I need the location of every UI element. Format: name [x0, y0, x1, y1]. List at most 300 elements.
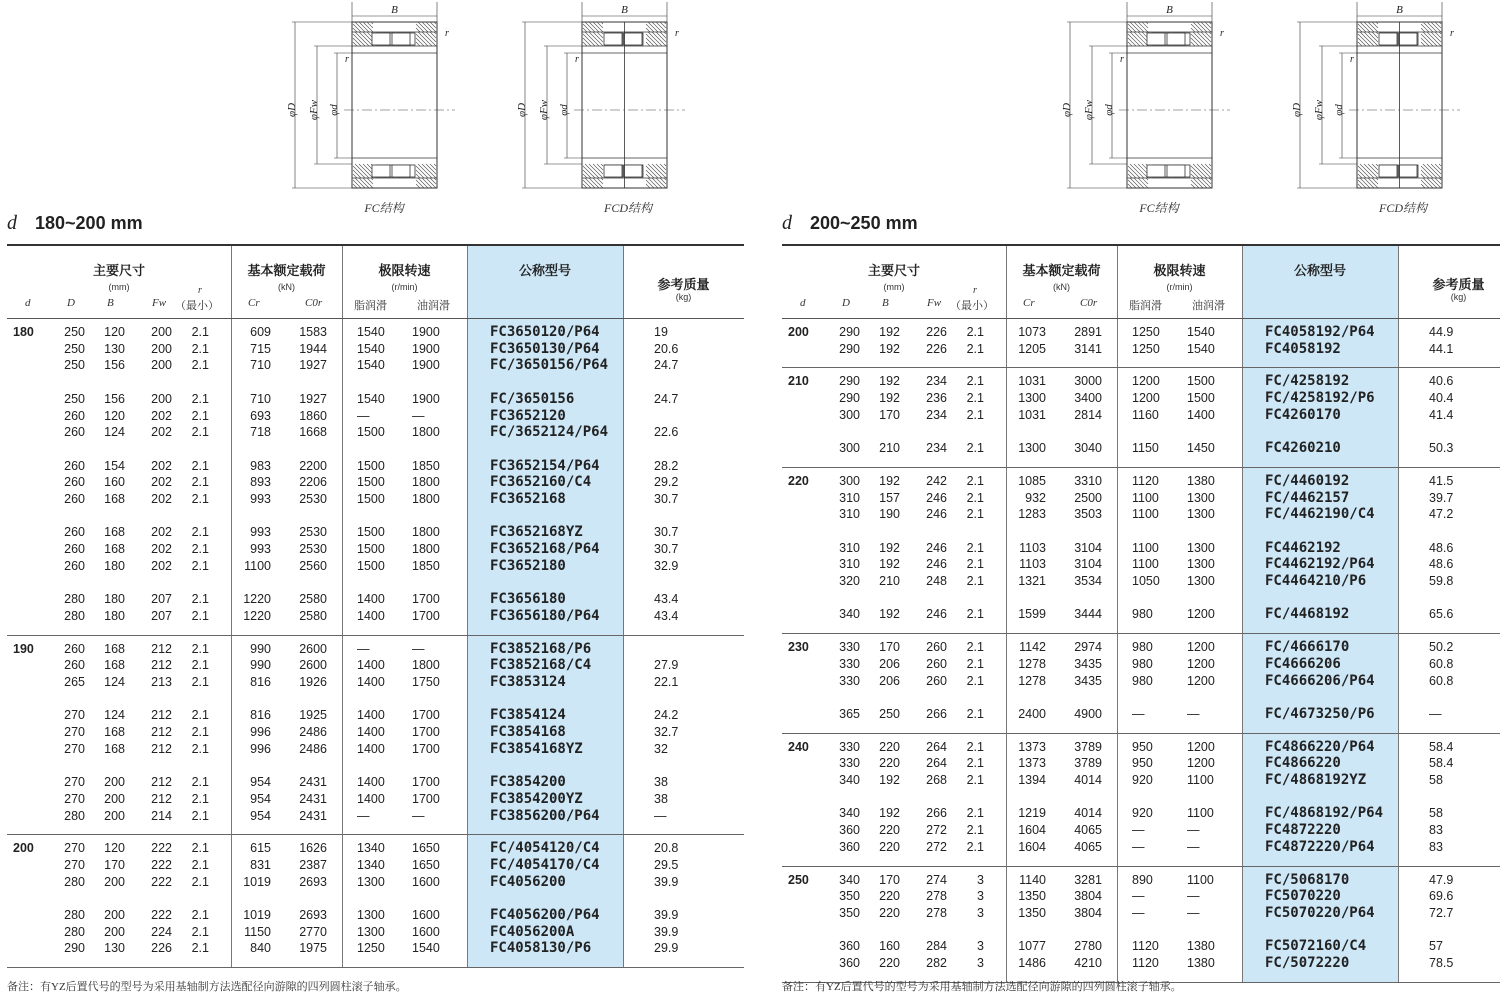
model-cell: FC4056200A: [490, 923, 575, 940]
model-cell: FC/4468192: [1265, 606, 1350, 623]
cr-cell: 1085: [1018, 473, 1046, 488]
c0r-cell: 2486: [299, 725, 327, 740]
table-row: [7, 841, 744, 858]
c0r-cell: 3444: [1074, 607, 1102, 622]
header-kn: (kN): [278, 282, 295, 292]
r-min-cell: 2.1: [966, 407, 984, 422]
dim-r-label: r: [445, 28, 449, 39]
table-row: [7, 858, 744, 875]
grease-speed-cell: 1300: [357, 924, 385, 939]
table-row: [7, 325, 744, 342]
fw-cell: 222: [151, 874, 172, 889]
model-cell: FC/3652124/P64: [490, 424, 609, 441]
outer-diameter-cell: 350: [839, 905, 860, 920]
oil-speed-cell: 1300: [1187, 574, 1215, 589]
mass-cell: 19: [654, 325, 668, 339]
grease-speed-cell: 1400: [357, 708, 385, 723]
r-min-cell: 2.1: [966, 574, 984, 589]
c0r-cell: 3503: [1074, 507, 1102, 522]
fc-bearing-drawing: [1052, 0, 1242, 200]
oil-speed-cell: 1600: [412, 874, 440, 889]
oil-speed-cell: 1380: [1187, 956, 1215, 971]
fw-cell: 202: [151, 458, 172, 473]
width-cell: 180: [104, 592, 125, 607]
r-min-cell: 2.1: [191, 408, 209, 423]
width-cell: 120: [104, 325, 125, 339]
table-row: [782, 889, 1500, 906]
outer-diameter-cell: 310: [839, 490, 860, 505]
table-row: [782, 491, 1500, 508]
width-cell: 192: [879, 341, 900, 356]
header-mass: 参考质量: [1432, 277, 1485, 292]
fw-cell: 266: [926, 706, 947, 721]
footnote: 备注：有YZ后置代号的型号为采用基轴制方法选配径向游隙的四列圆柱滚子轴承。: [782, 981, 1182, 993]
bore-diameter-cell: 210: [788, 374, 809, 389]
cr-cell: 1604: [1018, 839, 1046, 854]
dim-r-label: r: [1220, 28, 1224, 39]
width-cell: 220: [879, 823, 900, 838]
width-cell: 200: [104, 908, 125, 923]
cr-cell: 1300: [1018, 391, 1046, 406]
table-row: [782, 657, 1500, 674]
r-min-cell: 2.1: [966, 640, 984, 655]
outer-diameter-cell: 260: [64, 542, 85, 557]
grease-speed-cell: 1250: [357, 941, 385, 956]
width-cell: 210: [879, 441, 900, 456]
r-min-cell: 2.1: [966, 607, 984, 622]
outer-diameter-cell: 360: [839, 956, 860, 971]
bearing-group: [782, 368, 1500, 468]
grease-speed-cell: 1400: [357, 725, 385, 740]
c0r-cell: 2206: [299, 475, 327, 490]
r-min-cell: 2.1: [966, 773, 984, 788]
fw-cell: 272: [926, 823, 947, 838]
outer-diameter-cell: 270: [64, 708, 85, 723]
dim-b-label: B: [1396, 4, 1403, 16]
width-cell: 206: [879, 656, 900, 671]
header-Fw: Fw: [927, 297, 942, 309]
mass-cell: 39.9: [654, 908, 679, 923]
r-min-cell: 2.1: [191, 492, 209, 506]
width-cell: 200: [104, 775, 125, 790]
fw-cell: 222: [151, 908, 172, 923]
grease-speed-cell: 980: [1132, 673, 1153, 688]
model-cell: FC3652160/C4: [490, 474, 592, 491]
cr-cell: 816: [250, 674, 271, 689]
r-min-cell: 2.1: [191, 674, 209, 689]
header-r: r: [973, 285, 977, 296]
oil-speed-cell: 1850: [412, 558, 440, 573]
mass-cell: 58.4: [1429, 739, 1454, 754]
r-min-cell: 2.1: [191, 425, 209, 440]
width-cell: 170: [879, 640, 900, 655]
mass-cell: 47.9: [1429, 872, 1454, 887]
grease-speed-cell: 1050: [1132, 574, 1160, 589]
model-cell: FC3652168YZ: [490, 524, 583, 541]
c0r-cell: 3104: [1074, 540, 1102, 555]
dim-r-label: r: [1350, 54, 1354, 65]
cr-cell: 932: [1025, 490, 1046, 505]
cr-cell: 715: [250, 341, 271, 356]
cr-cell: 1019: [243, 874, 271, 889]
grease-speed-cell: 1500: [357, 458, 385, 473]
cr-cell: 1019: [243, 908, 271, 923]
grease-speed-cell: 1500: [357, 492, 385, 506]
bore-diameter-cell: 190: [13, 641, 34, 656]
oil-speed-cell: —: [1187, 905, 1200, 920]
mass-cell: 43.4: [654, 608, 679, 623]
grease-speed-cell: 1400: [357, 674, 385, 689]
range-symbol: d: [7, 212, 17, 234]
oil-speed-cell: —: [1187, 823, 1200, 838]
oil-speed-cell: 1540: [412, 941, 440, 956]
fw-cell: 207: [151, 592, 172, 607]
r-min-cell: 2.1: [191, 558, 209, 573]
cr-cell: 1394: [1018, 773, 1046, 788]
table-row: [7, 908, 744, 925]
r-min-cell: 3: [977, 889, 984, 904]
header-model: 公称型号: [518, 263, 571, 278]
oil-speed-cell: 1900: [412, 358, 440, 373]
cr-cell: 1278: [1018, 656, 1046, 671]
width-cell: 168: [104, 658, 125, 673]
cr-cell: 993: [250, 542, 271, 557]
header-grease: 脂润滑: [1129, 300, 1162, 312]
outer-diameter-cell: 330: [839, 739, 860, 754]
outer-diameter-cell: 360: [839, 823, 860, 838]
cr-cell: 1205: [1018, 341, 1046, 356]
mass-cell: 72.7: [1429, 905, 1454, 920]
mass-cell: 22.6: [654, 425, 679, 440]
width-cell: 192: [879, 607, 900, 622]
model-cell: FC/4258192: [1265, 373, 1350, 390]
model-cell: FC5070220/P64: [1265, 904, 1375, 921]
r-min-cell: 2.1: [191, 924, 209, 939]
fw-cell: 272: [926, 839, 947, 854]
table-row: [782, 823, 1500, 840]
fw-cell: 202: [151, 542, 172, 557]
oil-speed-cell: 1800: [412, 425, 440, 440]
cr-cell: 1219: [1018, 806, 1046, 821]
mass-cell: 32.9: [654, 558, 679, 573]
oil-speed-cell: 1300: [1187, 540, 1215, 555]
outer-diameter-cell: 330: [839, 656, 860, 671]
mass-cell: 41.4: [1429, 407, 1454, 422]
cr-cell: 1300: [1018, 441, 1046, 456]
outer-diameter-cell: 260: [64, 408, 85, 423]
mass-cell: 40.4: [1429, 391, 1454, 406]
c0r-cell: 2530: [299, 542, 327, 557]
oil-speed-cell: 1650: [412, 841, 440, 856]
width-cell: 206: [879, 673, 900, 688]
table-row: [7, 559, 744, 576]
dim-diameter-label: φFw: [1313, 99, 1325, 121]
dim-diameter-label: φD: [1291, 102, 1303, 118]
mass-cell: 65.6: [1429, 607, 1454, 622]
r-min-cell: 2.1: [191, 542, 209, 557]
mass-cell: 50.2: [1429, 640, 1454, 655]
fw-cell: 274: [926, 872, 947, 887]
cr-cell: 1103: [1019, 540, 1046, 555]
table-row: [7, 809, 744, 826]
r-min-cell: 2.1: [191, 841, 209, 856]
grease-speed-cell: 920: [1132, 806, 1153, 821]
mass-cell: 57: [1429, 939, 1443, 954]
mass-cell: 48.6: [1429, 540, 1454, 555]
c0r-cell: 2200: [299, 458, 327, 473]
header-oil: 油润滑: [417, 300, 450, 312]
cr-cell: 2400: [1018, 706, 1046, 721]
grease-speed-cell: 950: [1132, 756, 1153, 771]
width-cell: 220: [879, 905, 900, 920]
oil-speed-cell: —: [1187, 889, 1200, 904]
oil-speed-cell: 1540: [1187, 325, 1215, 339]
grease-speed-cell: —: [1132, 905, 1145, 920]
outer-diameter-cell: 260: [64, 475, 85, 490]
model-cell: FC4056200: [490, 873, 566, 890]
table-row: [782, 756, 1500, 773]
fw-cell: 202: [151, 558, 172, 573]
r-min-cell: 2.1: [191, 708, 209, 723]
header-rmin: （最小）: [175, 300, 219, 312]
header-divider: [467, 246, 468, 318]
table-row: [782, 325, 1500, 342]
r-min-cell: 2.1: [191, 641, 209, 656]
oil-speed-cell: —: [412, 408, 425, 423]
fw-cell: 226: [151, 941, 172, 956]
cr-cell: 954: [250, 775, 271, 790]
fw-cell: 200: [151, 341, 172, 356]
grease-speed-cell: 1340: [357, 857, 385, 872]
model-cell: FC5072160/C4: [1265, 938, 1367, 955]
grease-speed-cell: 1250: [1132, 325, 1160, 339]
cr-cell: 1077: [1018, 939, 1046, 954]
c0r-cell: 1583: [299, 325, 327, 339]
cr-cell: 1150: [244, 924, 271, 939]
grease-speed-cell: 1400: [357, 658, 385, 673]
width-cell: 200: [104, 808, 125, 823]
mass-cell: 30.7: [654, 542, 679, 557]
table-row: [782, 507, 1500, 524]
outer-diameter-cell: 280: [64, 808, 85, 823]
cr-cell: 1373: [1018, 739, 1046, 754]
outer-diameter-cell: 250: [64, 391, 85, 406]
mass-cell: 40.6: [1429, 374, 1454, 389]
c0r-cell: 2891: [1074, 325, 1102, 339]
mass-cell: 27.9: [654, 658, 679, 673]
grease-speed-cell: 1400: [357, 608, 385, 623]
c0r-cell: 1975: [299, 941, 327, 956]
mass-cell: 78.5: [1429, 956, 1454, 971]
outer-diameter-cell: 320: [839, 574, 860, 589]
model-cell: FC3652154/P64: [490, 457, 600, 474]
c0r-cell: 3104: [1074, 557, 1102, 572]
cr-cell: 1073: [1018, 325, 1046, 339]
model-cell: FC3650120/P64: [490, 324, 600, 340]
mass-cell: 69.6: [1429, 889, 1454, 904]
outer-diameter-cell: 330: [839, 640, 860, 655]
fw-cell: 278: [926, 905, 947, 920]
width-cell: 156: [104, 358, 125, 373]
grease-speed-cell: 1500: [357, 475, 385, 490]
c0r-cell: 2500: [1074, 490, 1102, 505]
mass-cell: 38: [654, 775, 668, 790]
dim-diameter-label: φFw: [1083, 99, 1095, 121]
mass-cell: 39.9: [654, 874, 679, 889]
fcd-diagram: [1282, 0, 1472, 200]
outer-diameter-cell: 300: [839, 441, 860, 456]
oil-speed-cell: 1100: [1187, 872, 1214, 887]
mass-cell: 58.4: [1429, 756, 1454, 771]
bore-diameter-cell: 180: [13, 325, 34, 339]
cr-cell: 954: [250, 791, 271, 806]
r-min-cell: 2.1: [966, 441, 984, 456]
width-cell: 180: [104, 608, 125, 623]
outer-diameter-cell: 340: [839, 607, 860, 622]
cr-cell: 1100: [244, 558, 271, 573]
header-speed: 极限转速: [1153, 263, 1206, 278]
mass-cell: 58: [1429, 806, 1443, 821]
grease-speed-cell: —: [1132, 839, 1145, 854]
c0r-cell: 2770: [299, 924, 327, 939]
fw-cell: 214: [151, 808, 172, 823]
width-cell: 170: [104, 857, 125, 872]
width-cell: 192: [879, 557, 900, 572]
model-cell: FC3852168/P6: [490, 640, 592, 657]
header-model: 公称型号: [1293, 263, 1346, 278]
dim-diameter-label: φD: [516, 102, 528, 118]
table-row: [7, 358, 744, 375]
oil-speed-cell: 1800: [412, 492, 440, 506]
cr-cell: 1103: [1019, 557, 1046, 572]
outer-diameter-cell: 265: [64, 674, 85, 689]
c0r-cell: 3789: [1074, 756, 1102, 771]
model-cell: FC3853124: [490, 673, 566, 690]
model-cell: FC3856200/P64: [490, 807, 600, 824]
width-cell: 157: [879, 490, 900, 505]
dim-diameter-label: φd: [1103, 104, 1115, 116]
model-cell: FC3652168/P64: [490, 541, 600, 558]
outer-diameter-cell: 280: [64, 908, 85, 923]
r-min-cell: 2.1: [191, 741, 209, 756]
c0r-cell: 2693: [299, 908, 327, 923]
r-min-cell: 2.1: [966, 374, 984, 389]
table-row: [782, 956, 1500, 973]
model-cell: FC/4666170: [1265, 639, 1350, 656]
fw-cell: 260: [926, 656, 947, 671]
width-cell: 124: [104, 708, 125, 723]
oil-speed-cell: 1200: [1187, 756, 1215, 771]
c0r-cell: 2974: [1074, 640, 1102, 655]
c0r-cell: 4014: [1074, 806, 1102, 821]
r-min-cell: 2.1: [191, 874, 209, 889]
mass-cell: 83: [1429, 839, 1443, 854]
mass-cell: 48.6: [1429, 557, 1454, 572]
outer-diameter-cell: 260: [64, 458, 85, 473]
cr-cell: 990: [250, 641, 271, 656]
r-min-cell: 2.1: [191, 325, 209, 339]
fw-cell: 212: [151, 791, 172, 806]
dim-diameter-label: φD: [286, 102, 298, 118]
header-main-dims: 主要尺寸: [92, 263, 145, 278]
fw-cell: 236: [926, 391, 947, 406]
model-cell: FC3852168/C4: [490, 657, 592, 674]
outer-diameter-cell: 330: [839, 756, 860, 771]
width-cell: 120: [104, 408, 125, 423]
grease-speed-cell: 1300: [357, 874, 385, 889]
table-row: [7, 475, 744, 492]
fw-cell: 202: [151, 408, 172, 423]
cr-cell: 983: [250, 458, 271, 473]
grease-speed-cell: —: [1132, 706, 1145, 721]
bearing-group: [782, 867, 1500, 983]
cr-cell: 1140: [1019, 872, 1046, 887]
header-r: r: [198, 285, 202, 296]
r-min-cell: 2.1: [966, 391, 984, 406]
fw-cell: 222: [151, 841, 172, 856]
range-text: 180~200 mm: [35, 213, 143, 233]
mass-cell: 30.7: [654, 492, 679, 506]
r-min-cell: 3: [977, 939, 984, 954]
table-row: [7, 875, 744, 892]
outer-diameter-cell: 360: [839, 839, 860, 854]
c0r-cell: 2530: [299, 492, 327, 506]
cr-cell: 609: [250, 325, 271, 339]
width-cell: 200: [104, 791, 125, 806]
mass-cell: 44.9: [1429, 325, 1454, 339]
right-panel: [782, 0, 1500, 996]
model-column-highlight: [1242, 246, 1398, 318]
model-cell: FC/4054120/C4: [490, 840, 600, 857]
bearing-group: [782, 734, 1500, 867]
grease-speed-cell: 890: [1132, 872, 1153, 887]
table-row: [7, 792, 744, 809]
width-cell: 168: [104, 741, 125, 756]
model-cell: FC/4462190/C4: [1265, 506, 1375, 523]
fw-cell: 202: [151, 425, 172, 440]
model-column-highlight: [467, 246, 623, 318]
outer-diameter-cell: 300: [839, 407, 860, 422]
mass-cell: 60.8: [1429, 656, 1454, 671]
r-min-cell: 2.1: [191, 791, 209, 806]
fc-caption: FC结构: [364, 201, 404, 215]
outer-diameter-cell: 260: [64, 525, 85, 540]
outer-diameter-cell: 270: [64, 791, 85, 806]
r-min-cell: 2.1: [966, 490, 984, 505]
fcd-caption: FCD结构: [603, 201, 652, 215]
header-mm: (mm): [883, 282, 905, 292]
outer-diameter-cell: 290: [839, 374, 860, 389]
c0r-cell: 4900: [1074, 706, 1102, 721]
cr-cell: 954: [250, 808, 271, 823]
grease-speed-cell: 980: [1132, 607, 1153, 622]
grease-speed-cell: 1500: [357, 542, 385, 557]
mass-cell: 32: [654, 741, 668, 756]
mass-cell: 39.7: [1429, 490, 1454, 505]
fcd-caption: FCD结构: [1378, 201, 1427, 215]
table-row: [782, 391, 1500, 408]
model-cell: FC4462192/P64: [1265, 556, 1375, 573]
table-row: [782, 840, 1500, 857]
model-cell: FC/4258192/P6: [1265, 390, 1375, 407]
c0r-cell: 3804: [1074, 889, 1102, 904]
oil-speed-cell: 1650: [412, 857, 440, 872]
grease-speed-cell: 1300: [357, 908, 385, 923]
grease-speed-cell: 1400: [357, 592, 385, 607]
fw-cell: 268: [926, 773, 947, 788]
grease-speed-cell: 1400: [357, 775, 385, 790]
header-divider: [1242, 246, 1243, 318]
